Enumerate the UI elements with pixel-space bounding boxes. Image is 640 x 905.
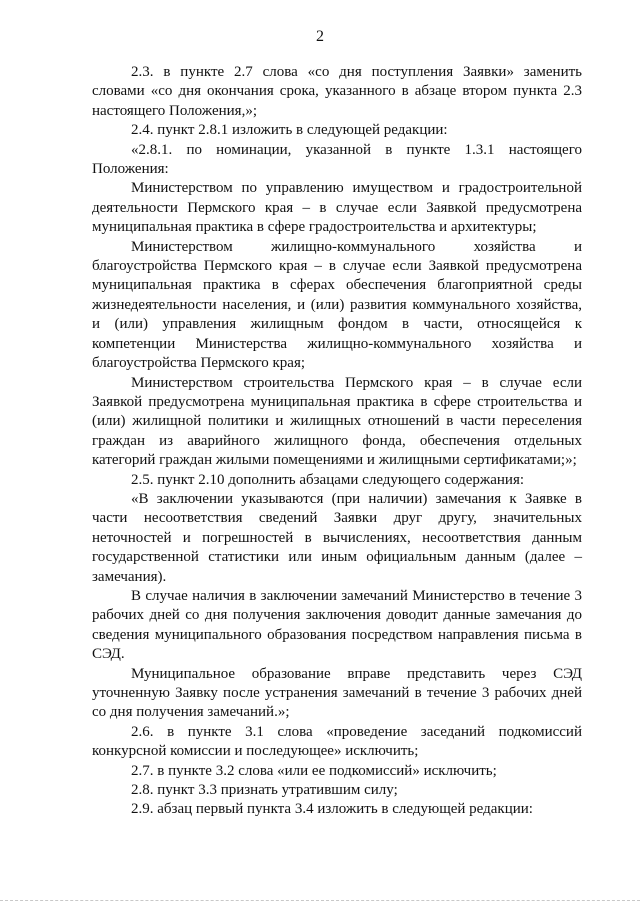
paragraph: Министерством жилищно-коммунального хозяйства и благоустройства Пермского края – в случае если Заявкой предусмотрена муниципальная практика в сферах обеспечения благоприятной среды жизнедеятельности населения, и (или) развития коммунального хозяйства, и (или) управления жилищным фондом в части, относящейся к компетенции Министерства жилищно-коммунального хозяйства и благоустройства Пермского края; (92, 238, 582, 372)
paragraph: 2.7. в пункте 3.2 слова «или ее подкомиссий» исключить; (131, 762, 497, 779)
paragraph: Министерством по управлению имуществом и градостроительной деятельности Пермского края – в случае если Заявкой предусмотрена муниципальная практика в сфере градостроительства и архитектуры; (92, 180, 582, 236)
paragraph: 2.4. пункт 2.8.1 изложить в следующей редакции: (131, 122, 448, 139)
paragraph: 2.6. в пункте 3.1 слова «проведение заседаний подкомиссий конкурсной комиссии и последующее» исключить; (92, 723, 582, 760)
paragraph: «В заключении указываются (при наличии) замечания к Заявке в части несоответствия сведений Заявки друг другу, значительных неточностей и погрешностей в вычислениях, несоответствия данным государственной статистики или иным официальным данным (далее – замечания). (92, 490, 582, 585)
paragraph: 2.3. в пункте 2.7 слова «со дня поступления Заявки» заменить словами «со дня окончания срока, указанного в абзаце втором пункта 2.3 настоящего Положения,»; (92, 64, 582, 119)
document-body (92, 63, 582, 820)
paragraph: Муниципальное образование вправе представить через СЭД уточненную Заявку после устранения замечаний в течение 3 рабочих дней со дня получения замечаний.»; (92, 665, 582, 721)
paragraph: Министерством строительства Пермского края – в случае если Заявкой предусмотрена муниципальная практика в сфере строительства и (или) жилищной политики и жилищных отношений в части переселения граждан из аварийного жилищного фонда, обеспечения отдельных категорий граждан жилыми помещениями и жилищными сертификатами;»; (92, 374, 582, 469)
paragraph: «2.8.1. по номинации, указанной в пункте 1.3.1 настоящего Положения: (92, 141, 582, 178)
paragraph: 2.8. пункт 3.3 признать утратившим силу; (131, 782, 398, 799)
paragraph: 2.5. пункт 2.10 дополнить абзацами следующего содержания: (131, 471, 525, 488)
page-number: 2 (316, 28, 324, 45)
paragraph: 2.9. абзац первый пункта 3.4 изложить в следующей редакции: (131, 801, 533, 818)
paragraph: В случае наличия в заключении замечаний Министерство в течение 3 рабочих дней со дня получения заключения доводит данные замечания до сведения муниципального образования посредством направления письма в СЭД. (92, 587, 582, 663)
page-bottom-divider (0, 900, 640, 902)
